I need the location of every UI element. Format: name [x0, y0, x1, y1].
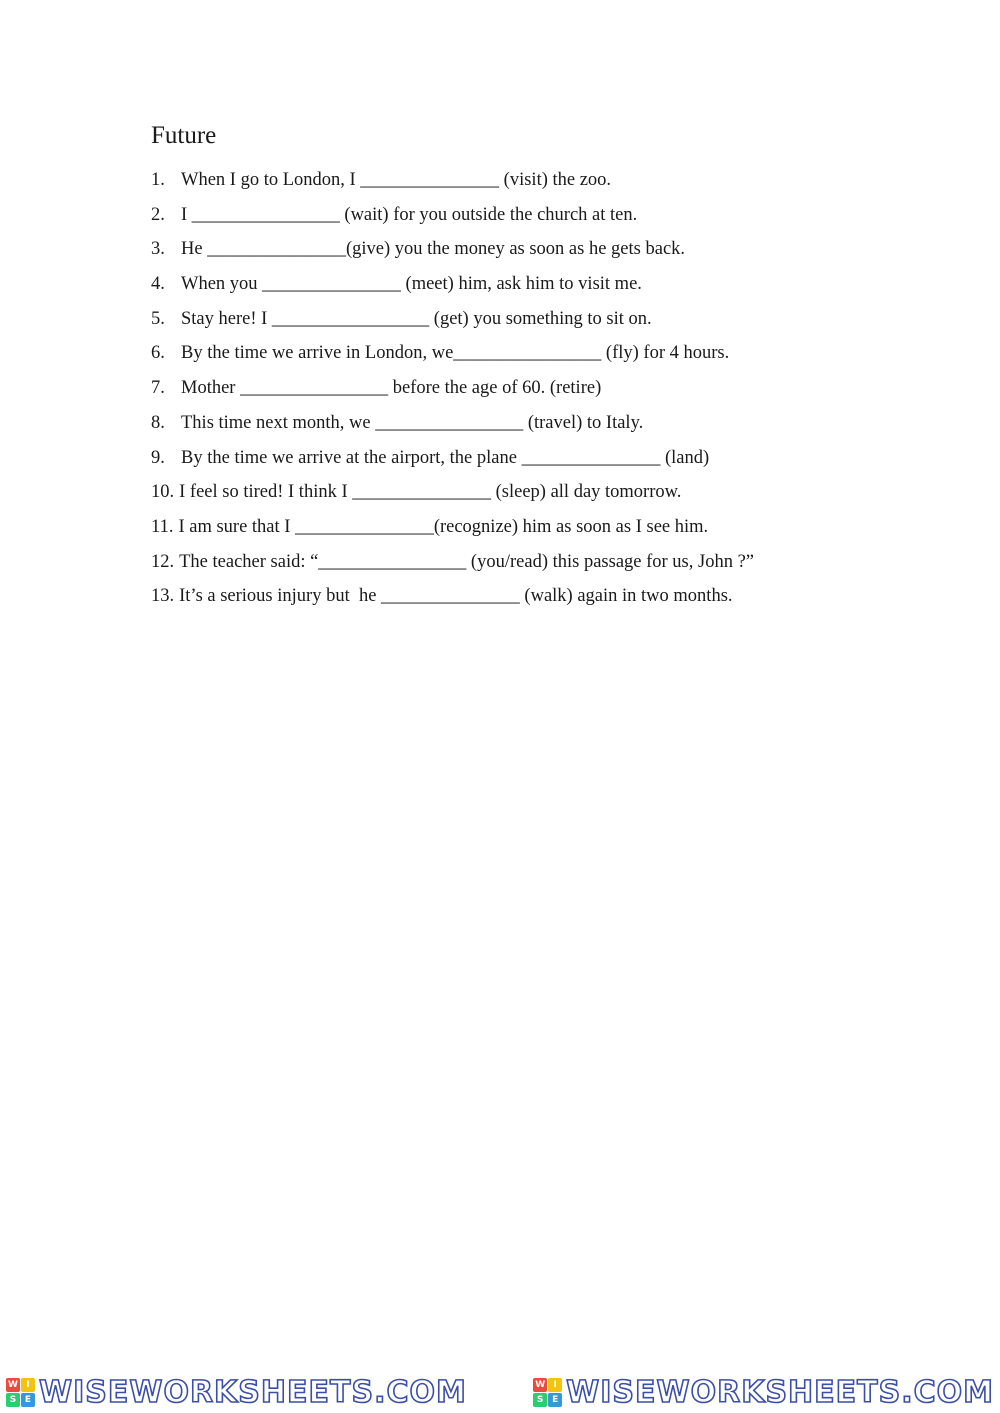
brand-watermark [6, 1374, 467, 1410]
item-number: 6. [151, 343, 165, 364]
item-text: When you _______________ (meet) him, ask him to visit me. [181, 274, 642, 295]
item-text: I ________________ (wait) for you outside the church at ten. [181, 204, 638, 225]
item-number: 4. [151, 274, 165, 295]
item-number: 7. [151, 378, 165, 399]
item-number: 12. [151, 551, 175, 572]
exercise-item [151, 477, 871, 512]
footer-watermark [0, 1372, 1000, 1413]
brand-watermark [533, 1374, 994, 1410]
exercise-item [151, 581, 871, 616]
item-text: By the time we arrive in London, we________________ (fly) for 4 hours. [181, 343, 730, 364]
logo-tile: W [6, 1378, 20, 1392]
exercise-item [151, 338, 871, 373]
item-text: I feel so tired! I think I _______________ (sleep) all day tomorrow. [179, 482, 682, 503]
exercise-item [151, 408, 871, 443]
logo-tile: W [533, 1378, 547, 1392]
brand-logo-icon [6, 1378, 35, 1407]
exercise-list [151, 165, 871, 616]
item-text: It’s a serious injury but he _______________ (walk) again in two months. [179, 586, 733, 607]
brand-logo-icon [533, 1378, 562, 1407]
item-number: 1. [151, 170, 165, 190]
exercise-item [151, 269, 871, 304]
exercise-item [151, 200, 871, 235]
item-number: 5. [151, 308, 165, 329]
exercise-item [151, 512, 871, 547]
item-number: 10. [151, 482, 175, 503]
item-text: He _______________(give) you the money as soon as he gets back. [181, 239, 686, 260]
exercise-item [151, 373, 871, 408]
exercise-item [151, 547, 871, 582]
exercise-item [151, 443, 871, 478]
item-text: I am sure that I _______________(recognize) him as soon as I see him. [178, 516, 709, 537]
item-number: 11. [151, 516, 174, 537]
item-text: The teacher said: “________________ (you/read) this passage for us, John ?” [179, 551, 755, 572]
item-number: 2. [151, 204, 165, 225]
item-number: 9. [151, 447, 165, 468]
logo-tile: I [548, 1378, 562, 1392]
exercise-item [151, 234, 871, 269]
item-text: Mother ________________ before the age of 60. (retire) [181, 378, 602, 399]
item-text: By the time we arrive at the airport, the plane _______________ (land) [181, 447, 710, 468]
logo-tile: E [21, 1393, 35, 1407]
logo-tile: S [533, 1393, 547, 1407]
logo-tile: S [6, 1393, 20, 1407]
exercise-item [151, 165, 871, 200]
item-text: This time next month, we ________________ (travel) to Italy. [181, 412, 644, 433]
logo-tile: E [548, 1393, 562, 1407]
brand-name: WISEWORKSHEETS.COM [566, 1374, 994, 1410]
item-number: 8. [151, 412, 165, 433]
item-number: 3. [151, 239, 165, 260]
item-number: 13. [151, 586, 175, 607]
exercise-item [151, 304, 871, 339]
logo-tile: I [21, 1378, 35, 1392]
brand-name: WISEWORKSHEETS.COM [39, 1374, 467, 1410]
worksheet-title: Future [151, 122, 217, 149]
item-text: Stay here! I _________________ (get) you something to sit on. [181, 308, 652, 329]
item-text: When I go to London, I _______________ (visit) the zoo. [181, 170, 612, 190]
